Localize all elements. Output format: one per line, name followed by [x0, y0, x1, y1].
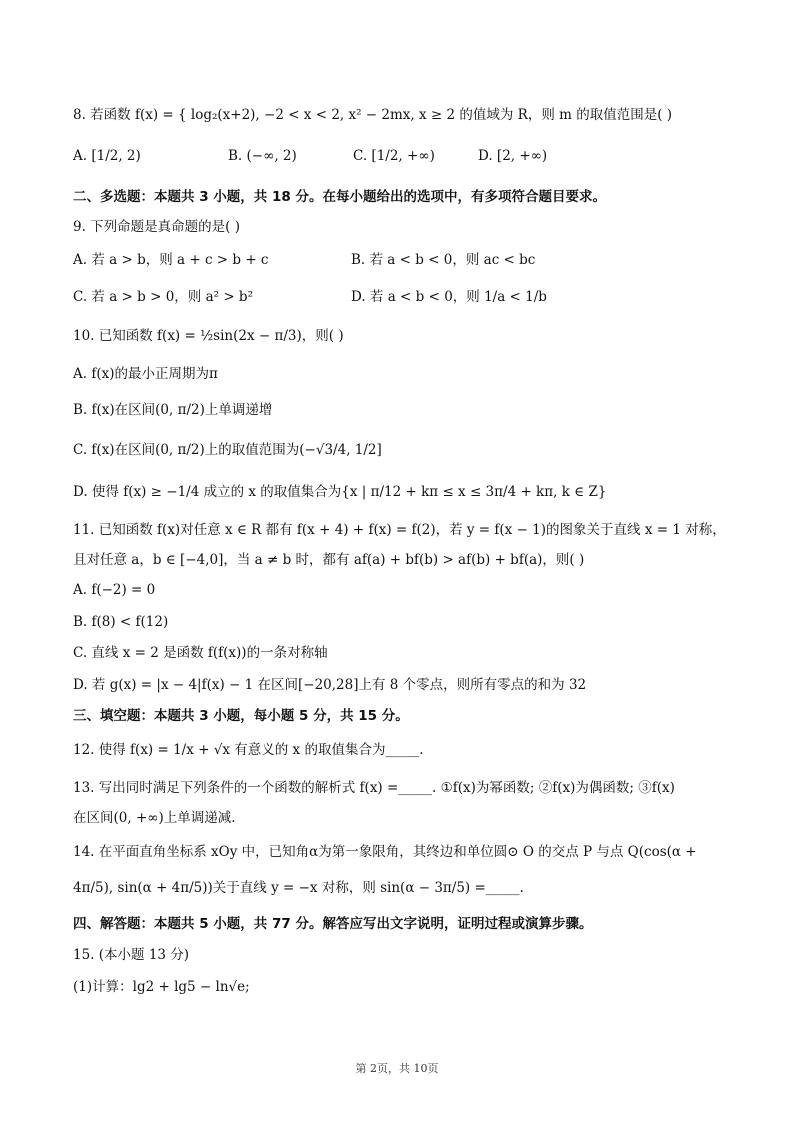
q10-option-a: A. f(x)的最小正周期为π: [73, 366, 218, 382]
q13-line1: 13. 写出同时满足下列条件的一个函数的解析式 f(x) =_____. ①f(x)为幂函数; ②f(x)为偶函数; ③f(x): [73, 780, 675, 796]
q11-option-d: D. 若 g(x) = |x − 4|f(x) − 1 在区间[−20,28]上有 8 个零点，则所有零点的和为 32: [73, 677, 587, 693]
page-footer: 第 2页，共 10页: [355, 1062, 439, 1075]
q15-title: 15. (本小题 13 分): [73, 947, 190, 963]
q11-option-c: C. 直线 x = 2 是函数 f(f(x))的一条对称轴: [73, 645, 328, 661]
q9-row-ab: [73, 248, 753, 270]
q11-option-b: B. f(8) < f(12): [73, 614, 169, 630]
q8-option-b: B. (−∞, 2): [228, 148, 297, 164]
q11-option-a: A. f(−2) = 0: [73, 582, 156, 598]
q9-option-d: D. 若 a < b < 0，则 1/a < 1/b: [351, 289, 547, 305]
q9-row-cd: [73, 285, 753, 307]
q10-option-d: D. 使得 f(x) ≥ −1/4 成立的 x 的取值集合为{x | π/12 + kπ ≤ x ≤ 3π/4 + kπ, k ∈ Z}: [73, 484, 607, 500]
q14-line1: 14. 在平面直角坐标系 xOy 中，已知角α为第一象限角，其终边和单位圆⊙ O 的交点 P 与点 Q(cos(α +: [73, 844, 697, 860]
q8-option-d: D. [2, +∞): [478, 148, 548, 164]
q10-option-b: B. f(x)在区间(0, π/2)上单调递增: [73, 402, 273, 418]
q8-options: [73, 148, 753, 170]
q9-option-a: A. 若 a > b，则 a + c > b + c: [73, 252, 269, 268]
q8-option-a: A. [1/2, 2): [73, 148, 141, 164]
section-3-heading: 三、填空题：本题共 3 小题，每小题 5 分，共 15 分。: [73, 708, 409, 724]
section-2-heading: 二、多选题：本题共 3 小题，共 18 分。在每小题给出的选项中，有多项符合题目要求。: [73, 189, 606, 205]
q12-text: 12. 使得 f(x) = 1/x + √x 有意义的 x 的取值集合为_____.: [73, 742, 424, 758]
q8-stem: 8. 若函数 f(x) = { log₂(x+2), −2 < x < 2, x² − 2mx, x ≥ 2 的值域为 R，则 m 的取值范围是( ): [73, 107, 673, 123]
q9-stem: 9. 下列命题是真命题的是( ): [73, 219, 240, 235]
q8-option-c: C. [1/2, +∞): [353, 148, 435, 164]
q10-stem: 10. 已知函数 f(x) = ½sin(2x − π/3)，则( ): [73, 328, 344, 344]
q11-stem-line1: 11. 已知函数 f(x)对任意 x ∈ R 都有 f(x + 4) + f(x) = f(2)，若 y = f(x − 1)的图象关于直线 x = 1 对称，: [73, 522, 726, 538]
q15-part1: (1)计算：lg2 + lg5 − ln√e;: [73, 979, 250, 995]
q14-line2: 4π/5), sin(α + 4π/5))关于直线 y = −x 对称，则 sin(α − 3π/5) =_____.: [73, 880, 524, 896]
q9-option-c: C. 若 a > b > 0，则 a² > b²: [73, 289, 253, 305]
section-4-heading: 四、解答题：本题共 5 小题，共 77 分。解答应写出文字说明，证明过程或演算步骤。: [73, 916, 593, 932]
q9-option-b: B. 若 a < b < 0，则 ac < bc: [351, 252, 536, 268]
q11-stem-line2: 且对任意 a，b ∈ [−4,0]，当 a ≠ b 时，都有 af(a) + bf(b) > af(b) + bf(a)，则( ): [73, 552, 585, 568]
q10-option-c: C. f(x)在区间(0, π/2)上的取值范围为(−√3/4, 1/2]: [73, 442, 382, 458]
q13-line2: 在区间(0, +∞)上单调递减.: [73, 810, 236, 826]
